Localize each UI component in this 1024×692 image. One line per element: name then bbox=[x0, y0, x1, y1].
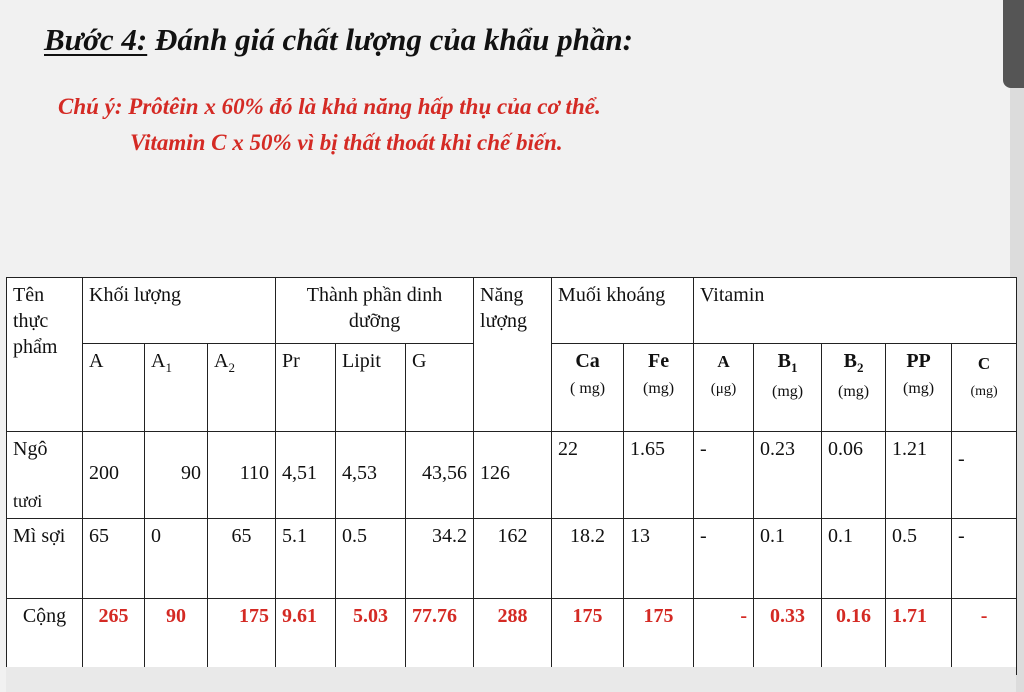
total-b1: 0.33 bbox=[754, 599, 822, 675]
table-row bbox=[7, 432, 1017, 519]
bottom-bar bbox=[6, 667, 1016, 692]
cell-vit-a: - bbox=[694, 519, 754, 599]
nutrition-table bbox=[6, 277, 1017, 675]
total-g: 77.76 bbox=[406, 599, 474, 675]
total-ca: 175 bbox=[552, 599, 624, 675]
header-khoi-luong: Khối lượng bbox=[83, 278, 276, 344]
cell-lipit: 4,53 bbox=[336, 432, 406, 519]
total-vit-a: - bbox=[694, 599, 754, 675]
step-text: Đánh giá chất lượng của khẩu phần: bbox=[154, 22, 633, 57]
note-line-2: Vitamin C x 50% vì bị thất thoát khi chế biến. bbox=[130, 130, 563, 155]
header-food-name: Tên thực phẩm bbox=[7, 278, 83, 432]
col-b2: $B_2$ (mg) bbox=[822, 344, 886, 432]
col-g: G bbox=[406, 344, 474, 432]
note-line-1: Chú ý: Prôtêin x 60% đó là khả năng hấp thụ của cơ thể. bbox=[58, 94, 601, 119]
cell-fe: 13 bbox=[624, 519, 694, 599]
cell-ca: 22 bbox=[552, 432, 624, 519]
col-fe: Fe (mg) bbox=[624, 344, 694, 432]
cell-nang-luong: 126 bbox=[474, 432, 552, 519]
cell-a: 200 bbox=[83, 432, 145, 519]
total-fe: 175 bbox=[624, 599, 694, 675]
step-title bbox=[44, 22, 633, 58]
table-row-total bbox=[7, 599, 1017, 675]
cell-lipit: 0.5 bbox=[336, 519, 406, 599]
header-thanh-phan: Thành phần dinh dưỡng bbox=[276, 278, 474, 344]
col-a: A bbox=[83, 344, 145, 432]
scrollbar-thumb[interactable] bbox=[1003, 0, 1024, 88]
step-label: Bước 4: bbox=[44, 22, 148, 57]
cell-a2: 110 bbox=[208, 432, 276, 519]
cell-g: 43,56 bbox=[406, 432, 474, 519]
col-vit-a: A (μg) bbox=[694, 344, 754, 432]
cell-a1: 90 bbox=[145, 432, 208, 519]
cell-a1: 0 bbox=[145, 519, 208, 599]
total-label: Cộng bbox=[7, 599, 83, 675]
col-a2: $A_2$ bbox=[208, 344, 276, 432]
cell-c: - bbox=[952, 432, 1017, 519]
cell-b2: 0.1 bbox=[822, 519, 886, 599]
header-nang-luong: Năng lượng bbox=[474, 278, 552, 432]
total-nang-luong: 288 bbox=[474, 599, 552, 675]
cell-b2: 0.06 bbox=[822, 432, 886, 519]
total-lipit: 5.03 bbox=[336, 599, 406, 675]
col-lipit: Lipit bbox=[336, 344, 406, 432]
cell-nang-luong: 162 bbox=[474, 519, 552, 599]
col-pp: PP (mg) bbox=[886, 344, 952, 432]
cell-c: - bbox=[952, 519, 1017, 599]
col-c: C (mg) bbox=[952, 344, 1017, 432]
header-muoi-khoang: Muối khoáng bbox=[552, 278, 694, 344]
total-a2: 175 bbox=[208, 599, 276, 675]
total-pr: 9.61 bbox=[276, 599, 336, 675]
cell-pr: 4,51 bbox=[276, 432, 336, 519]
cell-b1: 0.1 bbox=[754, 519, 822, 599]
header-vitamin: Vitamin bbox=[694, 278, 1017, 344]
cell-a2: 65 bbox=[208, 519, 276, 599]
cell-pp: 1.21 bbox=[886, 432, 952, 519]
cell-a: 65 bbox=[83, 519, 145, 599]
cell-ca: 18.2 bbox=[552, 519, 624, 599]
total-a: 265 bbox=[83, 599, 145, 675]
cell-fe: 1.65 bbox=[624, 432, 694, 519]
total-b2: 0.16 bbox=[822, 599, 886, 675]
cell-pp: 0.5 bbox=[886, 519, 952, 599]
col-pr: Pr bbox=[276, 344, 336, 432]
total-pp: 1.71 bbox=[886, 599, 952, 675]
cell-pr: 5.1 bbox=[276, 519, 336, 599]
row-food-name: Mì sợi bbox=[7, 519, 83, 599]
table-row bbox=[7, 519, 1017, 599]
cell-g: 34.2 bbox=[406, 519, 474, 599]
col-ca: Ca ( mg) bbox=[552, 344, 624, 432]
cell-vit-a: - bbox=[694, 432, 754, 519]
total-a1: 90 bbox=[145, 599, 208, 675]
total-c: - bbox=[952, 599, 1017, 675]
cell-b1: 0.23 bbox=[754, 432, 822, 519]
col-b1: $B_1$ (mg) bbox=[754, 344, 822, 432]
row-food-name: Ngô tươi bbox=[7, 432, 83, 519]
col-a1: $A_1$ bbox=[145, 344, 208, 432]
